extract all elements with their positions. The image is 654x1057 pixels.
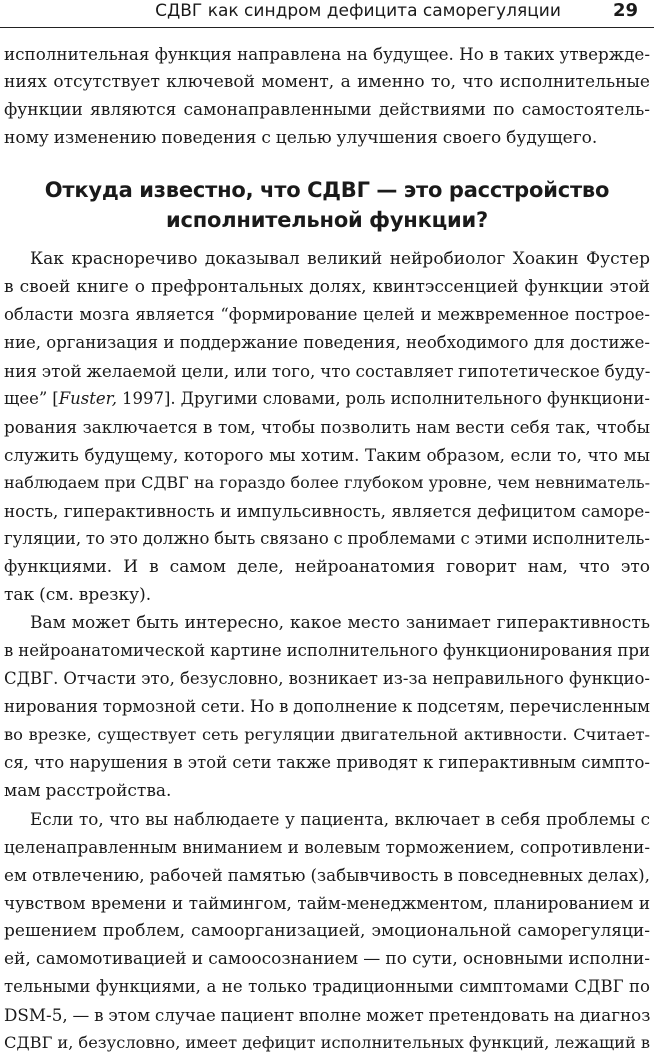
text-line: целенаправленным вниманием и волевым торможением, сопротивлени- — [4, 837, 650, 857]
section-heading-line: исполнительной функции? — [165, 208, 489, 232]
text-line: ние, организация и поддержание поведения, необходимого для достиже- — [4, 333, 650, 352]
text-line: ем отвлечению, рабочей памятью (забывчивость в повседневных делах), — [4, 865, 650, 885]
paragraph-fuster — [0, 245, 654, 609]
section-heading — [0, 175, 654, 235]
text-line: ниях отсутствует ключевой момент, а именно то, что исполнительные — [4, 72, 650, 92]
paragraph-hyperactivity — [0, 609, 654, 805]
text-line: функциями. И в самом деле, нейроанатомия говорит нам, что это — [4, 557, 650, 577]
text-line: исполнительная функция направлена на будущее. Но в таких утвержде- — [4, 44, 650, 64]
text-line: гуляции, то это должно быть связано с проблемами с этими исполнитель- — [4, 529, 650, 548]
text-line: во врезке, существует сеть регуляции двигательной активности. Считает- — [4, 725, 650, 744]
citation-author: Fuster, — [58, 389, 117, 408]
text-line: DSM-5, — в этом случае пациент вполне может претендовать на диагноз — [4, 1005, 651, 1025]
text-line: в нейроанатомической картине исполнительного функционирования при — [4, 641, 650, 660]
text-fragment: 1997]. Другими словами, роль исполнительного функциони- — [116, 389, 650, 408]
text-line: в своей книге о префронтальных долях, квинтэссенцией функции этой — [4, 277, 650, 297]
text-line-with-citation — [0, 385, 654, 413]
page-number: 29 — [612, 0, 638, 21]
text-line: Если то, что вы наблюдаете у пациента, включает в себя проблемы с — [30, 809, 650, 829]
text-line: функции являются самонаправленными действиями по самостоятель- — [4, 100, 650, 120]
running-header-title: СДВГ как синдром дефицита саморегуляции — [155, 1, 561, 21]
text-line: СДВГ. Отчасти это, безусловно, возникает из-за неправильного функцио- — [4, 669, 650, 688]
text-line: ному изменению поведения с целью улучшения своего будущего. — [4, 128, 598, 148]
paragraph-patient — [0, 805, 654, 1057]
text-line: ся, что нарушения в этой сети также приводят к гиперактивным симпто- — [4, 753, 650, 772]
text-line: так (см. врезку). — [4, 585, 152, 605]
text-line: наблюдаем при СДВГ на гораздо более глубоком уровне, чем невниматель- — [4, 473, 650, 492]
page-body — [0, 40, 654, 1057]
text-line: служить будущему, которого мы хотим. Таким образом, если то, что мы — [4, 445, 650, 465]
running-header — [0, 0, 654, 28]
text-line: Вам может быть интересно, какое место занимает гиперактивность — [30, 613, 650, 633]
text-line: мам расстройства. — [4, 781, 172, 801]
text-line: рования заключается в том, чтобы позволить нам вести себя так, чтобы — [4, 417, 650, 437]
paragraph-intro — [0, 40, 654, 152]
text-line: СДВГ и, безусловно, имеет дефицит исполнительных функций, лежащий в — [4, 1033, 650, 1052]
text-line: чувством времени и таймингом, тайм-менеджментом, планированием и — [4, 893, 650, 913]
text-line: нирования тормозной сети. Но в дополнение к подсетям, перечисленным — [4, 697, 650, 716]
text-line: тельными функциями, а не только традиционными симптомами СДВГ по — [4, 977, 650, 996]
section-heading-line: Откуда известно, что СДВГ — это расстройство — [44, 178, 610, 202]
text-line: ей, самомотивацией и самоосознанием — по сути, основными исполни- — [4, 949, 650, 969]
text-line: Как красноречиво доказывал великий нейробиолог Хоакин Фустер — [30, 249, 650, 269]
text-fragment: щее” [ — [4, 389, 59, 408]
text-line: ность, гиперактивность и импульсивность, является дефицитом саморе- — [4, 501, 650, 521]
text-line: ния этой желаемой цели, или того, что составляет гипотетическое буду- — [4, 361, 651, 381]
text-line: области мозга является “формирование целей и межвременное построе- — [4, 305, 650, 324]
text-line: решением проблем, самоорганизацией, эмоциональной саморегуляци- — [4, 921, 650, 941]
